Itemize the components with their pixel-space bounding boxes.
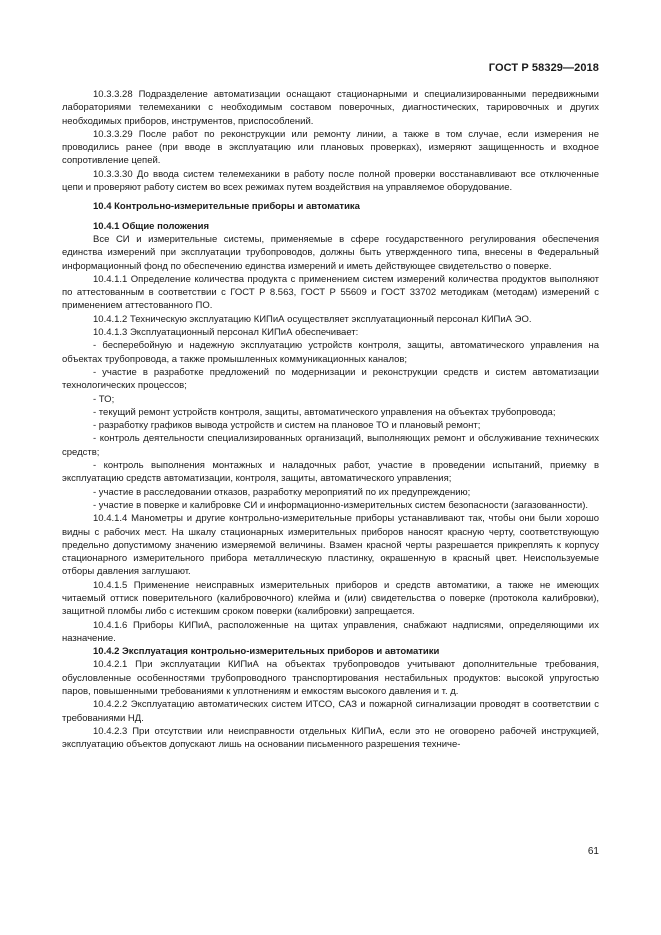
paragraph: - контроль выполнения монтажных и наладочных работ, участие в проведении испытаний, приемку в эксплуатацию средств автоматизации, контроля, защиты, автоматического управления;: [62, 460, 599, 485]
paragraph: 10.3.3.30 До ввода систем телемеханики в работу после полной проверки восстанавливают все отключенные цепи и проверяют работу систем во всех режимах путем воздействия на управляемое оборудование.: [62, 168, 599, 194]
paragraph: 10.4.1.6 Приборы КИПиА, расположенные на щитах управления, снабжают надписями, определяющими их назначение.: [62, 619, 599, 644]
paragraph: 10.4.1.1 Определение количества продукта с применением систем измерений количества продуктов выполняют по аттестованным в соответствии с ГОСТ Р 8.563, ГОСТ Р 55609 и ГОСТ 33702 методикам (методам) измерений с применением аттестованного ПО.: [62, 273, 599, 312]
paragraph: 10.4.2.1 При эксплуатации КИПиА на объектах трубопроводов учитывают дополнительные требования, обусловленные особенностями трубопроводного транспортирования нестабильных продуктов: высокой упругостью паров, повышенными требованиями к уплотнениям и емкостям высокого давления и т. д.: [62, 659, 599, 698]
section-heading: 10.4 Контрольно-измерительные приборы и автоматика: [93, 201, 360, 213]
paragraph: 10.4.2.3 При отсутствии или неисправности отдельных КИПиА, если это не оговорено рабочей инструкцией, эксплуатацию объектов допускают лишь на основании письменного разрешения техниче-: [62, 725, 599, 751]
paragraph: - разработку графиков вывода устройств и систем на плановое ТО и плановый ремонт;: [93, 420, 481, 432]
paragraph: Все СИ и измерительные системы, применяемые в сфере государственного регулирования обеспечения единства измерений при эксплуатации трубопроводов, должны быть утвержденного типа, внесены в Федеральный информационный фонд по обеспечению единства измерений и иметь действующее свидетельство о поверке.: [62, 233, 599, 272]
paragraph: 10.4.1.5 Применение неисправных измерительных приборов и средств автоматики, а также не имеющих читаемый оттиск поверительного (калибровочного) клейма и (или) свидетельства о поверке (протокола калибровки), защитной пломбы либо с истекшим сроком поверки (калибровки) запрещается.: [62, 579, 599, 618]
paragraph: - участие в поверке и калибровке СИ и информационно-измерительных систем безопасности (загазованности).: [93, 499, 589, 511]
document-header-code: ГОСТ Р 58329—2018: [488, 62, 599, 74]
subsection-heading: 10.4.1 Общие положения: [93, 220, 209, 232]
paragraph: 10.4.1.4 Манометры и другие контрольно-измерительные приборы устанавливают так, чтобы они были хорошо видны с рабочих мест. На шкалу стационарных измерительных приборов наносят красную черту, соответствующую предельно допустимому значению измеряемой величины. Взамен красной черты разрешается прикреплять к корпусу стационарного измерительного прибора металлическую пластинку, окрашенную в красный цвет. Неиспользуемые отборы давления заглушают.: [62, 513, 599, 578]
paragraph: 10.4.1.3 Эксплуатационный персонал КИПиА обеспечивает:: [93, 327, 359, 339]
paragraph: 10.4.1.2 Техническую эксплуатацию КИПиА осуществляет эксплуатационный персонал КИПиА ЭО.: [93, 313, 532, 325]
paragraph: - ТО;: [93, 393, 115, 405]
paragraph: 10.4.2.2 Эксплуатацию автоматических систем ИТСО, САЗ и пожарной сигнализации проводят в соответствии с требованиями НД.: [62, 699, 599, 724]
paragraph: 10.3.3.29 После работ по реконструкции или ремонту линии, а также в том случае, если измерения не проводились ранее (при вводе в эксплуатацию или плановых проверках), измеряют защищенность и входное сопротивление цепей.: [62, 128, 599, 167]
paragraph: - текущий ремонт устройств контроля, защиты, автоматического управления на объектах трубопровода;: [93, 406, 556, 418]
paragraph: - участие в расследовании отказов, разработку мероприятий по их предупреждению;: [93, 486, 471, 498]
paragraph: 10.3.3.28 Подразделение автоматизации оснащают стационарными и специализированными передвижными лабораториями телемеханики с необходимым составом поверочных, диагностических, тарировочных и других необходимых приборов, инструментов, приспособлений.: [62, 89, 599, 127]
page-number: 61: [587, 846, 599, 857]
paragraph: - бесперебойную и надежную эксплуатацию устройств контроля, защиты, автоматического управления на объектах трубопровода, а также промышленных коммуникационных каналов;: [62, 340, 599, 365]
subsection-heading: 10.4.2 Эксплуатация контрольно-измерительных приборов и автоматики: [93, 646, 440, 658]
document-body: [62, 88, 599, 752]
paragraph: - участие в разработке предложений по модернизации и реконструкции средств и систем автоматизации технологических процессов;: [62, 366, 599, 392]
paragraph: - контроль деятельности специализированных организаций, выполняющих ремонт и обслуживание технических средств;: [62, 433, 599, 458]
